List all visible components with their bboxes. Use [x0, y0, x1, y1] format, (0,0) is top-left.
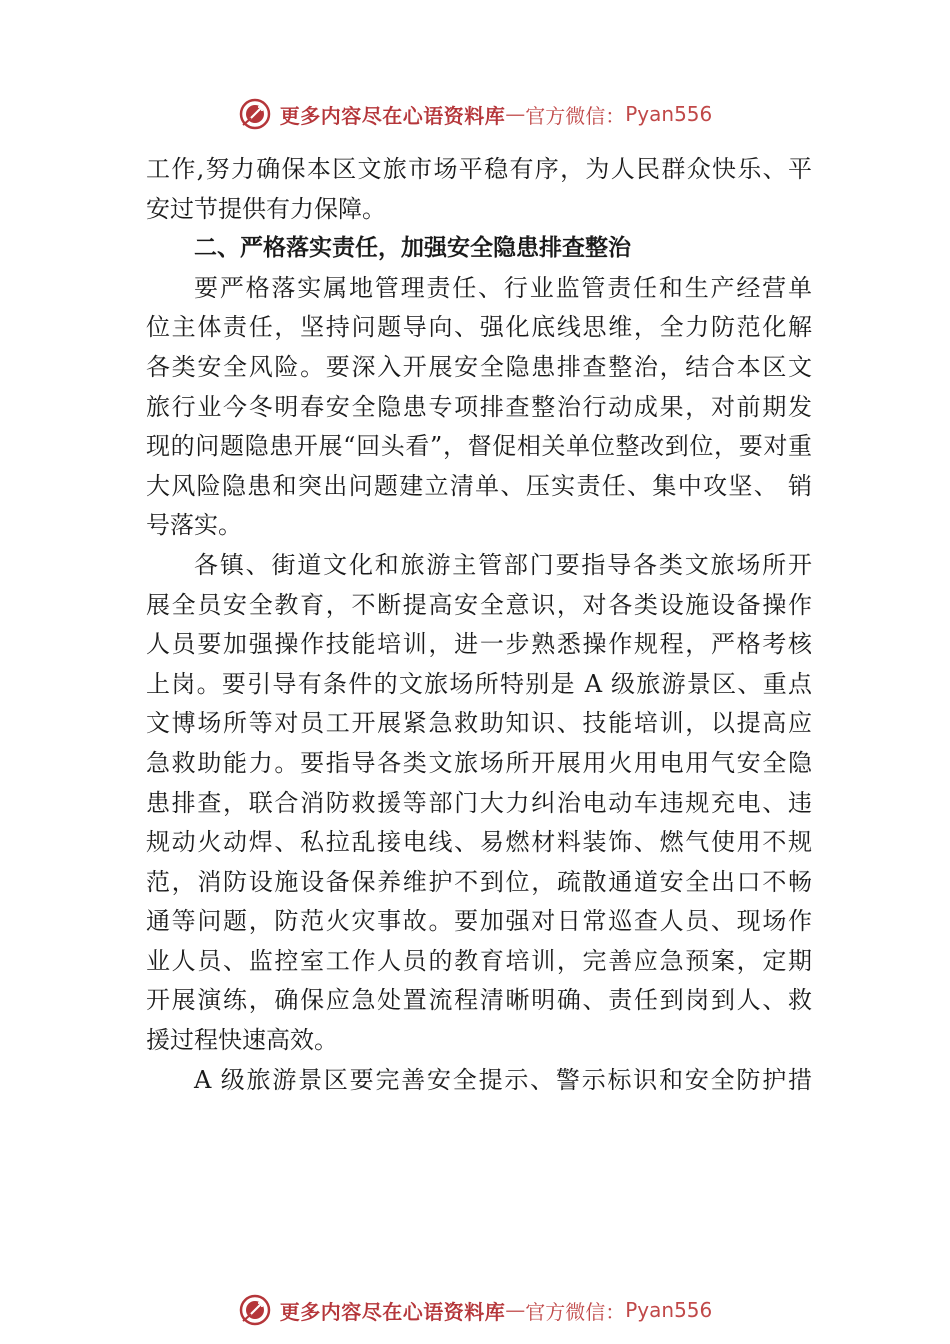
- text-line: 范，消防设施设备保养维护不到位，疏散通道安全出口不畅: [146, 867, 812, 896]
- text-line: 患排查，联合消防救援等部门大力纠治电动车违规充电、违: [146, 788, 812, 817]
- text-line: 工作,努力确保本区文旅市场平稳有序，为人民群众快乐、平: [146, 155, 812, 183]
- banner-main-text: 更多内容尽在心语资料库: [279, 103, 506, 128]
- text-line: 要严格落实属地管理责任、行业监管责任和生产经营单: [194, 273, 812, 302]
- text-line: 各镇、街道文化和旅游主管部门要指导各类文旅场所开: [194, 550, 812, 579]
- footer-banner: [0, 1290, 950, 1330]
- text-line: 急救助能力。要指导各类文旅场所开展用火用电用气安全隐: [146, 748, 812, 777]
- banner-wechat-label: 官方微信：: [525, 1299, 626, 1324]
- text-line: 安过节提供有力保障。: [146, 194, 386, 223]
- text-line: 现的问题隐患开展“回头看”，督促相关单位整改到位，要对重: [146, 432, 812, 461]
- text-line: A 级旅游景区要完善安全提示、警示标识和安全防护措: [194, 1065, 812, 1094]
- text-line: 规动火动焊、私拉乱接电线、易燃材料装饰、燃气使用不规: [146, 828, 812, 857]
- text-line: 人员要加强操作技能培训，进一步熟悉操作规程，严格考核: [146, 630, 812, 659]
- text-line: 各类安全风险。要深入开展安全隐患排查整治，结合本区文: [146, 352, 812, 381]
- text-line: 位主体责任，坚持问题导向、强化底线思维，全力防范化解: [146, 313, 812, 342]
- text-line: 业人员、监控室工作人员的教育培训，完善应急预案，定期: [146, 946, 812, 975]
- banner-main-text: 更多内容尽在心语资料库: [279, 1299, 506, 1324]
- header-banner: [0, 94, 950, 134]
- banner-separator: —: [505, 102, 526, 126]
- text-line: 号落实。: [146, 511, 242, 540]
- brand-logo-icon: [238, 97, 272, 131]
- text-line: 旅行业今冬明春安全隐患专项排查整治行动成果，对前期发: [146, 392, 812, 421]
- text-line: 大风险隐患和突出问题建立清单、压实责任、集中攻坚、 销: [146, 471, 812, 500]
- section-heading: 二、严格落实责任，加强安全隐患排查整治: [194, 235, 631, 262]
- banner-wechat-id: Pyan556: [625, 1298, 713, 1322]
- brand-logo-icon: [238, 1293, 272, 1327]
- text-line: 文博场所等对员工开展紧急救助知识、技能培训，以提高应: [146, 709, 812, 738]
- text-line: 通等问题，防范火灾事故。要加强对日常巡查人员、现场作: [146, 907, 812, 936]
- banner-separator: —: [505, 1298, 526, 1322]
- text-line: 开展演练，确保应急处置流程清晰明确、责任到岗到人、救: [146, 986, 812, 1015]
- text-line: 援过程快速高效。: [146, 1026, 338, 1055]
- document-body: [146, 150, 812, 1100]
- text-line: 上岗。要引导有条件的文旅场所特别是 A 级旅游景区、重点: [146, 669, 812, 698]
- banner-wechat-id: Pyan556: [625, 102, 713, 126]
- banner-wechat-label: 官方微信：: [525, 103, 626, 128]
- text-line: 展全员安全教育，不断提高安全意识，对各类设施设备操作: [146, 590, 812, 619]
